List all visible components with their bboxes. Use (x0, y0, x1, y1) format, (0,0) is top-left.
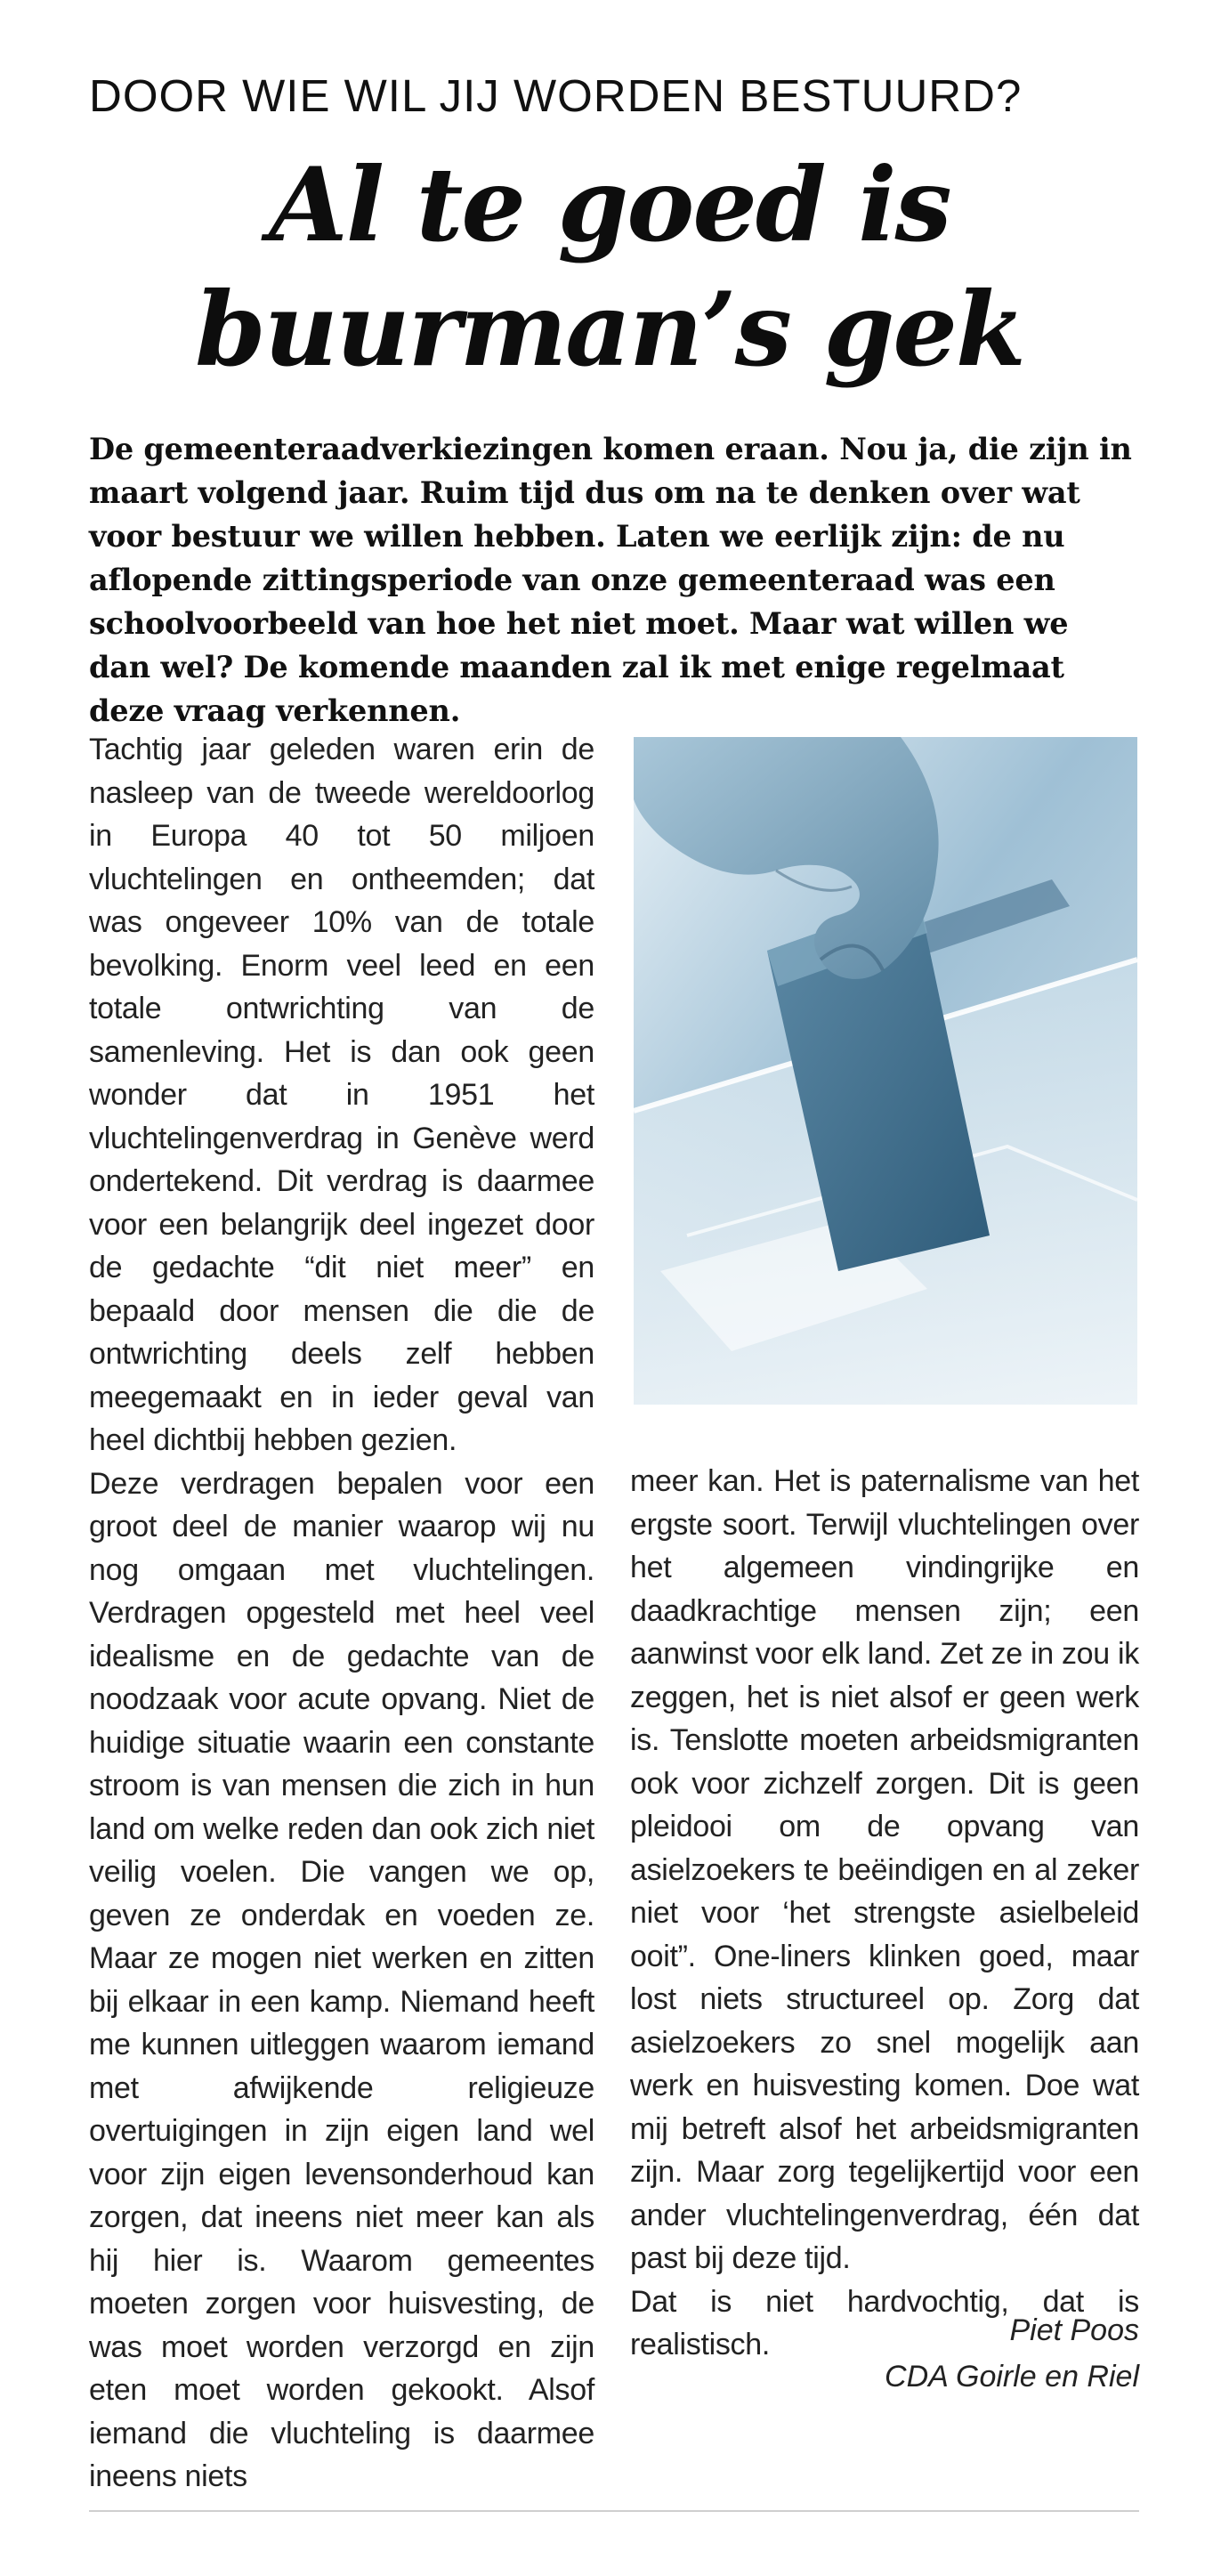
paragraph: meer kan. Het is paternalisme van het ergste soort. Terwijl vluchtelingen over het algemeen vindingrijke en daadkrachtige mensen zijn; een aanwinst voor elk land. Zet ze in zou ik zeggen, het is niet alsof er geen werk is. Tenslotte moeten arbeidsmigranten ook voor zichzelf zorgen. Dit is geen pleidooi om de opvang van asielzoekers te beëindigen en al zeker niet voor ‘het strengste asielbeleid ooit”. One-liners klinken goed, maar lost niets structureel op. Zorg dat asielzoekers zo snel mogelijk aan werk en huisvesting komen. Doe wat mij betreft alsof het arbeidsmigranten zijn. Maar zorg tegelijkertijd voor een ander vluchtelingenverdrag, één dat past bij deze tijd. (630, 1464, 1139, 2275)
article-headline (89, 142, 1130, 392)
headline-line-2: buurman’s gek (195, 270, 1024, 389)
paragraph: Dat is niet hardvochtig, dat is realistisch. (630, 2284, 1139, 2361)
article-lead: De gemeenteraadverkiezingen komen eraan. Nou ja, die zijn in maart volgend jaar. Ruim tijd dus om na te denken over wat voor bestuur we willen hebben. Laten we eerlijk zijn: de nu aflopende zittingsperiode van onze gemeenteraad was een schoolvoorbeeld van hoe het niet moet. Maar wat willen we dan wel? De komende maanden zal ik met enige regelmaat deze vraag verkennen. (89, 432, 1132, 728)
author-signature (885, 2307, 1139, 2400)
ballot-photo (634, 737, 1137, 1405)
bottom-divider (89, 2510, 1139, 2512)
article-column-left (89, 728, 594, 2499)
author-organization: CDA Goirle en Riel (885, 2360, 1139, 2394)
headline-line-1: Al te goed is (269, 145, 950, 264)
article-column-right (630, 1460, 1139, 2367)
paragraph: Tachtig jaar geleden waren erin de nasleep van de tweede wereldoorlog in Europa 40 tot 50 miljoen vluchtelingen en ontheemden; dat was ongeveer 10% van de totale bevolking. Enorm veel leed en een totale ontwrichting van de samenleving. Het is dan ook geen wonder dat in 1951 het vluchtelingenverdrag in Genève werd ondertekend. Dit verdrag is daarmee voor een belangrijk deel ingezet door de gedachte “dit niet meer” en bepaald door mensen die die de ontwrichting deels zelf hebben meegemaakt en in ieder geval van heel dichtbij hebben gezien. (89, 733, 594, 1457)
article-kicker: DOOR WIE WIL JIJ WORDEN BESTUURD? (89, 70, 1023, 121)
ballot-hand-image (634, 737, 1137, 1405)
author-name: Piet Poos (1009, 2313, 1139, 2347)
paragraph: Deze verdragen bepalen voor een groot deel de manier waarop wij nu nog omgaan met vluchtelingen. Verdragen opgesteld met heel veel idealisme en de gedachte van de noodzaak voor acute opvang. Niet de huidige situatie waarin een constante stroom is van mensen die zich in hun land om welke reden dan ook zich niet veilig voelen. Die vangen we op, geven ze onderdak en voeden ze. Maar ze mogen niet werken en zitten bij elkaar in een kamp. Niemand heeft me kunnen uitleggen waarom iemand met afwijkende religieuze overtuigingen in zijn eigen land wel voor zijn eigen levensonderhoud kan zorgen, dat ineens niet meer kan als hij hier is. Waarom gemeentes moeten zorgen voor huisvesting, de was moet worden verzorgd en zijn eten moet worden gekookt. Alsof iemand die vluchteling is daarmee ineens niets (89, 1466, 594, 2493)
